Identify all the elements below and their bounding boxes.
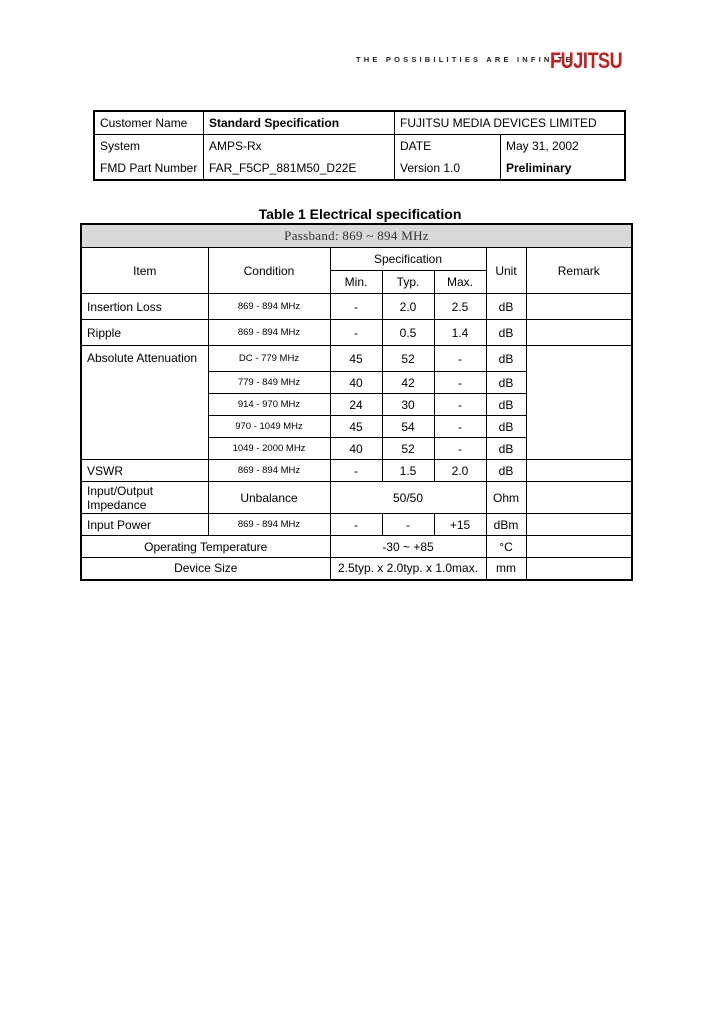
row-typ: 1.5: [382, 460, 434, 482]
row-typ: 0.5: [382, 320, 434, 346]
row-min: 24: [330, 394, 382, 416]
row-item-line1: Input/Output: [87, 483, 154, 498]
row-item: VSWR: [81, 460, 208, 482]
row-unit: dB: [486, 438, 526, 460]
system-value: AMPS-Rx: [204, 135, 395, 158]
header-specification: Specification: [330, 248, 486, 271]
row-unit: dB: [486, 372, 526, 394]
row-remark: [526, 460, 632, 482]
row-item-line2: Impedance: [87, 497, 147, 512]
row-condition: 1049 - 2000 MHz: [208, 438, 330, 460]
customer-label: Customer Name: [94, 111, 204, 135]
header-max: Max.: [434, 271, 486, 294]
row-max: -: [434, 372, 486, 394]
table-row: [81, 320, 632, 346]
row-typ: 42: [382, 372, 434, 394]
row-max: -: [434, 416, 486, 438]
header-min: Min.: [330, 271, 382, 294]
row-typ: 30: [382, 394, 434, 416]
table-row: [81, 460, 632, 482]
row-max: -: [434, 394, 486, 416]
header-item: Item: [81, 248, 208, 294]
row-condition: 970 - 1049 MHz: [208, 416, 330, 438]
row-typ: 54: [382, 416, 434, 438]
row-typ: 52: [382, 346, 434, 372]
row-max: 2.5: [434, 294, 486, 320]
header-remark: Remark: [526, 248, 632, 294]
row-remark: [526, 558, 632, 580]
row-condition: 869 - 894 MHz: [208, 514, 330, 536]
row-item: [81, 482, 208, 514]
version-label: Version 1.0: [395, 157, 501, 180]
row-min: 45: [330, 346, 382, 372]
row-item: Device Size: [81, 558, 330, 580]
row-item: Input Power: [81, 514, 208, 536]
row-remark: [526, 294, 632, 320]
row-min: -: [330, 460, 382, 482]
row-value: 2.5typ. x 2.0typ. x 1.0max.: [330, 558, 486, 580]
row-condition: 779 - 849 MHz: [208, 372, 330, 394]
row-condition: Unbalance: [208, 482, 330, 514]
row-condition: DC - 779 MHz: [208, 346, 330, 372]
row-max: +15: [434, 514, 486, 536]
row-unit: mm: [486, 558, 526, 580]
table-row: [81, 536, 632, 558]
document-info-table: [93, 110, 626, 181]
date-value: May 31, 2002: [506, 139, 579, 153]
row-unit: dB: [486, 320, 526, 346]
row-condition: 869 - 894 MHz: [208, 320, 330, 346]
row-max: 2.0: [434, 460, 486, 482]
brand-tagline: THE POSSIBILITIES ARE INFINITE: [356, 55, 574, 64]
row-unit: dB: [486, 460, 526, 482]
row-condition: 869 - 894 MHz: [208, 460, 330, 482]
company-name: FUJITSU MEDIA DEVICES LIMITED: [395, 111, 626, 135]
part-number-label: FMD Part Number: [94, 157, 204, 180]
spec-type: Standard Specification: [204, 111, 395, 135]
row-max: -: [434, 438, 486, 460]
row-condition: 914 - 970 MHz: [208, 394, 330, 416]
part-number-value: FAR_F5CP_881M50_D22E: [204, 157, 395, 180]
fujitsu-logo: FUJITSU: [550, 48, 623, 73]
row-value: -30 ~ +85: [330, 536, 486, 558]
table-caption: Table 1 Electrical specification: [258, 206, 462, 222]
row-unit: °C: [486, 536, 526, 558]
row-item: Absolute Attenuation: [81, 346, 208, 460]
row-remark: [526, 320, 632, 346]
row-max: 1.4: [434, 320, 486, 346]
table-row: [81, 482, 632, 514]
row-unit: dB: [486, 294, 526, 320]
row-min: 40: [330, 438, 382, 460]
status-label: Preliminary: [506, 161, 572, 175]
row-remark: [526, 482, 632, 514]
row-typ: 52: [382, 438, 434, 460]
row-typ: 2.0: [382, 294, 434, 320]
row-item: Ripple: [81, 320, 208, 346]
row-min: 45: [330, 416, 382, 438]
electrical-spec-table: [80, 223, 633, 581]
row-unit: dB: [486, 394, 526, 416]
row-remark: [526, 536, 632, 558]
row-item: Operating Temperature: [81, 536, 330, 558]
header-unit: Unit: [486, 248, 526, 294]
row-min: -: [330, 320, 382, 346]
row-item: Insertion Loss: [81, 294, 208, 320]
header-typ: Typ.: [382, 271, 434, 294]
row-typ: -: [382, 514, 434, 536]
date-label: DATE: [395, 135, 501, 158]
table-row: [81, 558, 632, 580]
row-value: 50/50: [330, 482, 486, 514]
row-remark: [526, 346, 632, 460]
row-min: -: [330, 514, 382, 536]
table-row: [81, 346, 632, 372]
row-min: 40: [330, 372, 382, 394]
row-unit: dB: [486, 346, 526, 372]
table-row: [81, 514, 632, 536]
row-unit: Ohm: [486, 482, 526, 514]
row-remark: [526, 514, 632, 536]
row-unit: dB: [486, 416, 526, 438]
row-unit: dBm: [486, 514, 526, 536]
passband-banner: Passband: 869 ~ 894 MHz: [81, 224, 632, 248]
table-row: [81, 294, 632, 320]
system-label: System: [94, 135, 204, 158]
row-max: -: [434, 346, 486, 372]
row-min: -: [330, 294, 382, 320]
row-condition: 869 - 894 MHz: [208, 294, 330, 320]
header-condition: Condition: [208, 248, 330, 294]
